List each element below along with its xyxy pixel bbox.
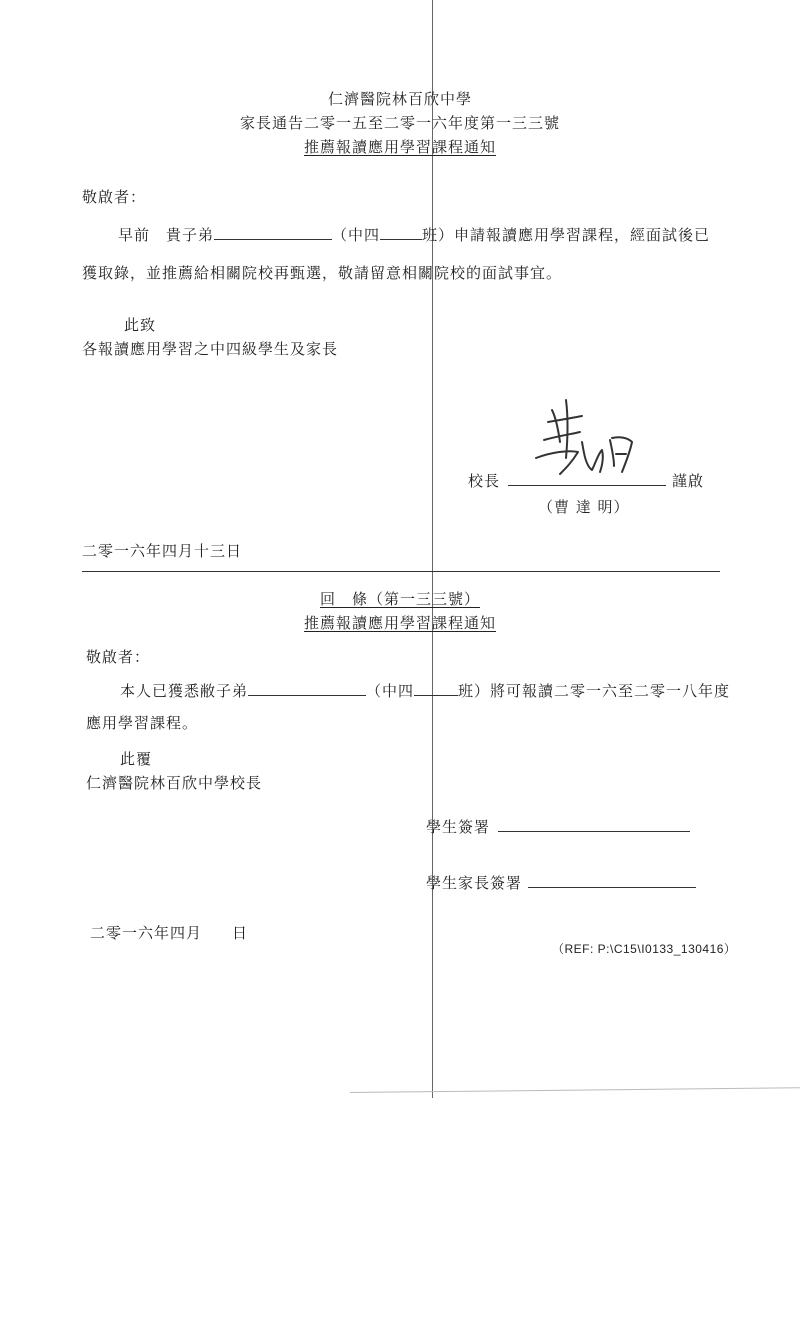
reference-code: （REF: P:\C15\I0133_130416）	[552, 942, 737, 956]
recipient: 各報讀應用學習之中四級學生及家長	[82, 340, 339, 358]
reply-title: 回 條（第一三三號）	[319, 590, 480, 608]
body-text: （中四	[332, 226, 381, 244]
body-text: 本人已獲悉敝子弟	[120, 682, 249, 700]
student-sign-line[interactable]	[498, 830, 690, 832]
principal-name: （曹 達 明）	[538, 498, 630, 516]
reply-date-day: 日	[232, 924, 249, 942]
body-text: 早前 貴子弟	[118, 226, 215, 244]
notice-body-line-2: 獲取錄，並推薦給相關院校再甄選，敬請留意相關院校的面試事宜。	[82, 264, 563, 282]
salutation: 敬啟者：	[82, 188, 147, 206]
principal-signature	[522, 392, 642, 488]
notice-number: 家長通告二零一五至二零一六年度第一三三號	[239, 114, 560, 132]
child-name-blank[interactable]	[248, 681, 366, 696]
reply-class-blank[interactable]	[414, 681, 458, 696]
parent-sign-label: 學生家長簽署	[426, 874, 523, 892]
closing: 此致	[124, 316, 157, 334]
student-name-blank[interactable]	[214, 225, 332, 240]
body-text: （中四	[366, 682, 415, 700]
notice-date: 二零一六年四月十三日	[82, 542, 243, 560]
scan-edge-line	[350, 1087, 800, 1093]
principal-suffix: 謹啟	[672, 472, 705, 490]
body-text: 班）申請報讀應用學習課程，經面試後已	[422, 226, 711, 244]
reply-body-line-1	[120, 680, 730, 701]
scan-fold-line	[432, 0, 433, 1098]
principal-title: 校長	[468, 472, 501, 490]
student-sign-label: 學生簽署	[426, 818, 491, 836]
class-blank[interactable]	[380, 225, 422, 240]
reply-subject: 推薦報讀應用學習課程通知	[303, 614, 496, 632]
reply-recipient: 仁濟醫院林百欣中學校長	[86, 774, 263, 792]
reply-salutation: 敬啟者：	[86, 648, 151, 666]
notice-subject: 推薦報讀應用學習課程通知	[303, 138, 496, 156]
tear-off-divider	[82, 571, 720, 572]
school-name: 仁濟醫院林百欣中學	[327, 90, 472, 108]
reply-date-month: 二零一六年四月	[90, 924, 203, 942]
body-text: 班）將可報讀二零一六至二零一八年度	[458, 682, 731, 700]
reply-closing: 此覆	[120, 750, 153, 768]
reply-body-line-2: 應用學習課程。	[86, 714, 199, 732]
notice-body-line-1	[118, 224, 710, 245]
parent-sign-line[interactable]	[528, 886, 696, 888]
